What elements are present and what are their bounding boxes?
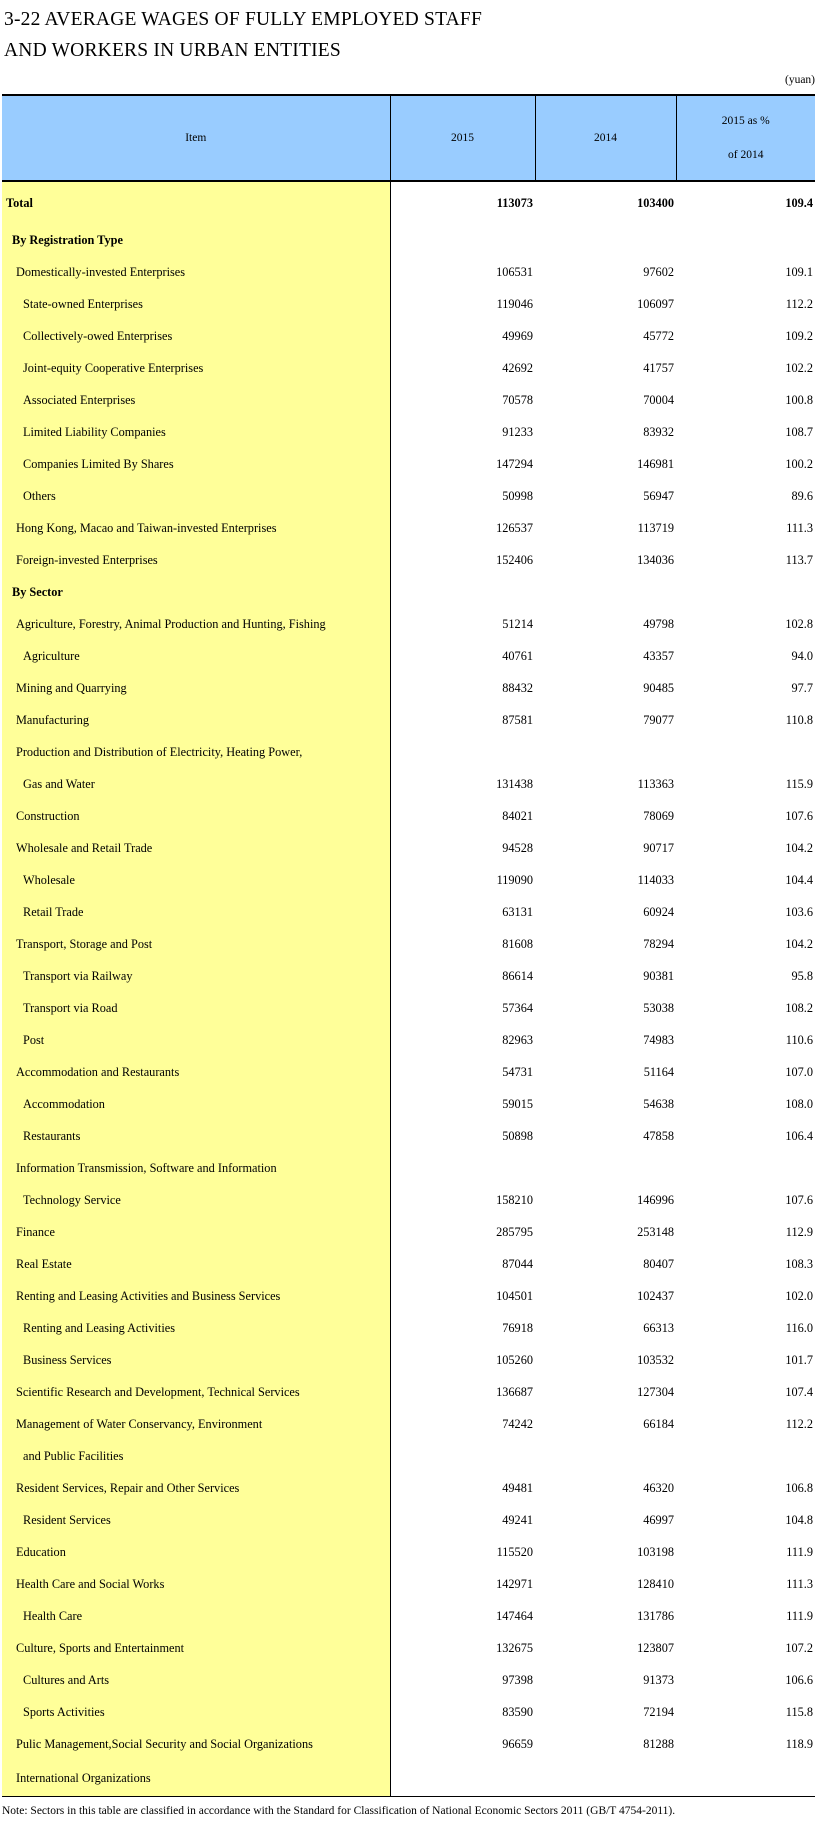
cell-2014: 70004 <box>643 392 674 407</box>
cell-pct: 111.3 <box>786 1576 813 1591</box>
cell-2015 <box>390 576 535 608</box>
cell-2014 <box>535 1760 676 1797</box>
wages-table <box>2 94 815 1797</box>
cell-2015 <box>390 736 535 768</box>
cell-2015: 88432 <box>502 680 533 695</box>
cell-2015: 152406 <box>496 552 533 567</box>
cell-pct: 101.7 <box>785 1352 813 1367</box>
table-row <box>2 416 815 448</box>
row-label: Technology Service <box>2 1184 390 1216</box>
cell-pct: 102.0 <box>785 1288 813 1303</box>
cell-2015: 49969 <box>502 328 533 343</box>
cell-pct: 102.8 <box>785 616 813 631</box>
row-label: Joint-equity Cooperative Enterprises <box>2 352 390 384</box>
cell-2014: 46320 <box>643 1480 674 1495</box>
cell-pct: 109.1 <box>785 264 813 279</box>
table-row <box>2 1248 815 1280</box>
cell-2014: 46997 <box>643 1512 674 1527</box>
row-label: Associated Enterprises <box>2 384 390 416</box>
table-row <box>2 832 815 864</box>
cell-2014: 45772 <box>643 328 674 343</box>
footnote: Note: Sectors in this table are classified in accordance with the Standard for Classification of National Economic Sectors 2011 (GB/T 4754-2011). <box>2 1805 676 1817</box>
cell-pct: 107.4 <box>785 1384 813 1399</box>
table-row <box>2 512 815 544</box>
cell-pct: 102.2 <box>785 360 813 375</box>
cell-pct: 108.2 <box>785 1000 813 1015</box>
row-label: Production and Distribution of Electricity, Heating Power, <box>2 736 390 768</box>
row-label: By Registration Type <box>2 224 390 256</box>
row-label: Health Care and Social Works <box>2 1568 390 1600</box>
cell-2014: 103198 <box>637 1544 674 1559</box>
row-label: Post <box>2 1024 390 1056</box>
cell-2015 <box>390 1440 535 1472</box>
row-label: Information Transmission, Software and Information <box>2 1152 390 1184</box>
cell-2014: 66184 <box>643 1416 674 1431</box>
row-label: Renting and Leasing Activities and Business Services <box>2 1280 390 1312</box>
row-label: Business Services <box>2 1344 390 1376</box>
cell-2015: 147294 <box>496 456 533 471</box>
row-label: Foreign-invested Enterprises <box>2 544 390 576</box>
row-label: Transport via Road <box>2 992 390 1024</box>
cell-2014: 127304 <box>637 1384 674 1399</box>
row-label: Wholesale and Retail Trade <box>2 832 390 864</box>
cell-2015: 158210 <box>496 1192 533 1207</box>
table-row <box>2 448 815 480</box>
cell-2014: 102437 <box>637 1288 674 1303</box>
table-row <box>2 384 815 416</box>
row-label: International Organizations <box>2 1760 390 1797</box>
table-row <box>2 1376 815 1408</box>
row-label: Pulic Management,Social Security and Social Organizations <box>2 1728 390 1760</box>
table-title-line-2: AND WORKERS IN URBAN ENTITIES <box>4 40 341 61</box>
cell-pct: 104.2 <box>785 936 813 951</box>
row-label: Manufacturing <box>2 704 390 736</box>
row-label: Finance <box>2 1216 390 1248</box>
cell-2014: 146996 <box>637 1192 674 1207</box>
cell-2014: 74983 <box>643 1032 674 1047</box>
cell-2015: 136687 <box>496 1384 533 1399</box>
cell-pct: 100.2 <box>785 456 813 471</box>
table-title <box>4 4 482 66</box>
cell-pct: 107.6 <box>785 1192 813 1207</box>
cell-2014: 146981 <box>637 456 674 471</box>
table-row <box>2 1280 815 1312</box>
table-body <box>2 181 815 1797</box>
cell-pct <box>676 1760 815 1797</box>
cell-pct: 116.0 <box>785 1320 813 1335</box>
total-row <box>2 181 815 224</box>
cell-2015: 113073 <box>496 195 533 210</box>
table-row <box>2 800 815 832</box>
row-label: By Sector <box>2 576 390 608</box>
cell-pct: 108.3 <box>785 1256 813 1271</box>
header-2014: 2014 <box>535 95 676 181</box>
row-label: Education <box>2 1536 390 1568</box>
cell-2014 <box>535 736 676 768</box>
cell-2014: 90485 <box>643 680 674 695</box>
table-title-line-1: 3-22 AVERAGE WAGES OF FULLY EMPLOYED STAFF <box>4 9 482 30</box>
table-row <box>2 1696 815 1728</box>
cell-2014: 91373 <box>643 1672 674 1687</box>
cell-pct <box>676 1440 815 1472</box>
cell-2015: 104501 <box>496 1288 533 1303</box>
cell-2015: 83590 <box>502 1704 533 1719</box>
row-label: Cultures and Arts <box>2 1664 390 1696</box>
cell-2015: 49241 <box>502 1512 533 1527</box>
cell-2015: 115520 <box>496 1544 533 1559</box>
table-row <box>2 1632 815 1664</box>
table-row <box>2 864 815 896</box>
cell-2015: 57364 <box>502 1000 533 1015</box>
cell-2014: 78069 <box>643 808 674 823</box>
cell-2014: 253148 <box>637 1224 674 1239</box>
cell-2015: 105260 <box>496 1352 533 1367</box>
header-item: Item <box>2 95 390 181</box>
table-row <box>2 672 815 704</box>
unit-label: (yuan) <box>784 74 815 86</box>
row-label: Hong Kong, Macao and Taiwan-invested Enterprises <box>2 512 390 544</box>
header-2015: 2015 <box>390 95 535 181</box>
cell-2015: 119090 <box>496 872 533 887</box>
row-label: Companies Limited By Shares <box>2 448 390 480</box>
table-row <box>2 1056 815 1088</box>
cell-pct: 111.9 <box>786 1608 813 1623</box>
cell-2015: 91233 <box>502 424 533 439</box>
table-row <box>2 1536 815 1568</box>
cell-pct: 113.7 <box>785 552 813 567</box>
cell-pct: 112.2 <box>785 296 813 311</box>
cell-pct: 104.2 <box>785 840 813 855</box>
table-row <box>2 1312 815 1344</box>
row-label: Transport, Storage and Post <box>2 928 390 960</box>
row-label: Real Estate <box>2 1248 390 1280</box>
cell-2015: 94528 <box>502 840 533 855</box>
cell-pct: 95.8 <box>791 968 813 983</box>
cell-2014: 54638 <box>643 1096 674 1111</box>
cell-pct <box>676 736 815 768</box>
table-row <box>2 896 815 928</box>
cell-pct: 104.8 <box>785 1512 813 1527</box>
cell-2015: 285795 <box>496 1224 533 1239</box>
row-label: Culture, Sports and Entertainment <box>2 1632 390 1664</box>
cell-2015: 84021 <box>502 808 533 823</box>
cell-2014: 51164 <box>643 1064 674 1079</box>
cell-2014: 90381 <box>643 968 674 983</box>
table-row <box>2 928 815 960</box>
cell-2015: 49481 <box>502 1480 533 1495</box>
cell-2014: 97602 <box>643 264 674 279</box>
cell-2015: 40761 <box>502 648 533 663</box>
cell-2015 <box>390 1152 535 1184</box>
cell-2015: 86614 <box>502 968 533 983</box>
cell-pct: 109.2 <box>785 328 813 343</box>
cell-2014: 103532 <box>637 1352 674 1367</box>
cell-pct: 103.6 <box>785 904 813 919</box>
cell-2015: 142971 <box>496 1576 533 1591</box>
cell-pct <box>676 1152 815 1184</box>
section-header-row <box>2 576 815 608</box>
cell-2014: 83932 <box>643 424 674 439</box>
table-row <box>2 1408 815 1440</box>
table-row <box>2 1760 815 1797</box>
cell-2014 <box>535 1152 676 1184</box>
cell-2015: 74242 <box>502 1416 533 1431</box>
cell-2014: 49798 <box>643 616 674 631</box>
cell-pct: 112.9 <box>785 1224 813 1239</box>
row-label: State-owned Enterprises <box>2 288 390 320</box>
cell-2014: 106097 <box>637 296 674 311</box>
cell-2014: 41757 <box>643 360 674 375</box>
cell-pct: 100.8 <box>785 392 813 407</box>
cell-2014: 60924 <box>643 904 674 919</box>
cell-2014: 114033 <box>637 872 674 887</box>
row-label: Wholesale <box>2 864 390 896</box>
cell-pct <box>676 576 815 608</box>
cell-pct: 112.2 <box>785 1416 813 1431</box>
table-row <box>2 1344 815 1376</box>
cell-pct: 108.7 <box>785 424 813 439</box>
table-row <box>2 1152 815 1184</box>
cell-2014: 128410 <box>637 1576 674 1591</box>
table-row <box>2 320 815 352</box>
cell-2014: 81288 <box>643 1736 674 1751</box>
table-row <box>2 736 815 768</box>
cell-pct: 110.6 <box>785 1032 813 1047</box>
cell-2015: 51214 <box>502 616 533 631</box>
table-row <box>2 1600 815 1632</box>
cell-2015: 54731 <box>502 1064 533 1079</box>
cell-2015 <box>390 1760 535 1797</box>
row-label: Sports Activities <box>2 1696 390 1728</box>
row-label: Total <box>2 181 390 224</box>
cell-pct: 97.7 <box>791 680 813 695</box>
row-label: and Public Facilities <box>2 1440 390 1472</box>
table-row <box>2 704 815 736</box>
cell-2015: 50898 <box>502 1128 533 1143</box>
row-label: Renting and Leasing Activities <box>2 1312 390 1344</box>
table-row <box>2 1440 815 1472</box>
table-row <box>2 1024 815 1056</box>
cell-pct: 89.6 <box>791 488 813 503</box>
cell-pct: 115.8 <box>785 1704 813 1719</box>
row-label: Domestically-invested Enterprises <box>2 256 390 288</box>
cell-2015: 81608 <box>502 936 533 951</box>
table-row <box>2 1504 815 1536</box>
row-label: Mining and Quarrying <box>2 672 390 704</box>
row-label: Retail Trade <box>2 896 390 928</box>
cell-2015: 87044 <box>502 1256 533 1271</box>
table-row <box>2 1472 815 1504</box>
cell-2015: 132675 <box>496 1640 533 1655</box>
cell-pct: 94.0 <box>791 648 813 663</box>
cell-pct: 109.4 <box>785 195 813 210</box>
header-pct-line-1: 2015 as % <box>721 115 770 127</box>
cell-pct: 115.9 <box>785 776 813 791</box>
cell-2015: 97398 <box>502 1672 533 1687</box>
cell-2015: 106531 <box>496 264 533 279</box>
cell-2014: 43357 <box>643 648 674 663</box>
table-row <box>2 256 815 288</box>
cell-2015: 63131 <box>502 904 533 919</box>
cell-pct: 111.3 <box>786 520 813 535</box>
table-row <box>2 1728 815 1760</box>
row-label: Resident Services, Repair and Other Services <box>2 1472 390 1504</box>
cell-pct: 111.9 <box>786 1544 813 1559</box>
cell-2014: 72194 <box>643 1704 674 1719</box>
row-label: Gas and Water <box>2 768 390 800</box>
cell-pct: 107.0 <box>785 1064 813 1079</box>
cell-2014: 131786 <box>637 1608 674 1623</box>
table-row <box>2 352 815 384</box>
row-label: Resident Services <box>2 1504 390 1536</box>
cell-2015: 59015 <box>502 1096 533 1111</box>
table-row <box>2 960 815 992</box>
cell-pct: 107.6 <box>785 808 813 823</box>
table-row <box>2 1664 815 1696</box>
table-row <box>2 992 815 1024</box>
cell-2015: 50998 <box>502 488 533 503</box>
cell-2014: 47858 <box>643 1128 674 1143</box>
cell-pct <box>676 224 815 256</box>
table-row <box>2 1216 815 1248</box>
cell-pct: 108.0 <box>785 1096 813 1111</box>
cell-2014: 53038 <box>643 1000 674 1015</box>
cell-2014 <box>535 576 676 608</box>
cell-2014: 90717 <box>643 840 674 855</box>
row-label: Accommodation and Restaurants <box>2 1056 390 1088</box>
cell-pct: 106.6 <box>785 1672 813 1687</box>
table-row <box>2 288 815 320</box>
cell-2014: 134036 <box>637 552 674 567</box>
table-row <box>2 768 815 800</box>
table-row <box>2 1088 815 1120</box>
cell-2015: 87581 <box>502 712 533 727</box>
row-label: Health Care <box>2 1600 390 1632</box>
cell-2014: 113719 <box>637 520 674 535</box>
row-label: Agriculture, Forestry, Animal Production and Hunting, Fishing <box>2 608 390 640</box>
cell-2014: 56947 <box>643 488 674 503</box>
header-pct <box>676 95 815 181</box>
row-label: Agriculture <box>2 640 390 672</box>
cell-2015 <box>390 224 535 256</box>
section-header-row <box>2 224 815 256</box>
cell-2014: 79077 <box>643 712 674 727</box>
cell-pct: 118.9 <box>785 1736 813 1751</box>
row-label: Management of Water Conservancy, Environment <box>2 1408 390 1440</box>
row-label: Others <box>2 480 390 512</box>
row-label: Accommodation <box>2 1088 390 1120</box>
cell-2014: 123807 <box>637 1640 674 1655</box>
row-label: Collectively-owed Enterprises <box>2 320 390 352</box>
row-label: Scientific Research and Development, Technical Services <box>2 1376 390 1408</box>
table-row <box>2 1120 815 1152</box>
table-row <box>2 480 815 512</box>
cell-2015: 70578 <box>502 392 533 407</box>
cell-2015: 126537 <box>496 520 533 535</box>
cell-2014: 103400 <box>637 195 674 210</box>
row-label: Construction <box>2 800 390 832</box>
cell-2015: 131438 <box>496 776 533 791</box>
row-label: Transport via Railway <box>2 960 390 992</box>
cell-2015: 82963 <box>502 1032 533 1047</box>
table-row <box>2 640 815 672</box>
cell-2015: 42692 <box>502 360 533 375</box>
table-row <box>2 544 815 576</box>
cell-pct: 104.4 <box>785 872 813 887</box>
row-label: Limited Liability Companies <box>2 416 390 448</box>
table-row <box>2 608 815 640</box>
cell-pct: 106.8 <box>785 1480 813 1495</box>
table-row <box>2 1568 815 1600</box>
cell-2015: 96659 <box>502 1736 533 1751</box>
cell-2014 <box>535 224 676 256</box>
table-row <box>2 1184 815 1216</box>
cell-2014: 66313 <box>643 1320 674 1335</box>
table-header-row <box>2 95 815 181</box>
cell-2014 <box>535 1440 676 1472</box>
cell-2015: 147464 <box>496 1608 533 1623</box>
cell-pct: 110.8 <box>785 712 813 727</box>
cell-2014: 78294 <box>643 936 674 951</box>
cell-pct: 107.2 <box>785 1640 813 1655</box>
cell-2015: 119046 <box>496 296 533 311</box>
cell-2014: 113363 <box>637 776 674 791</box>
header-pct-line-2: of 2014 <box>728 149 764 161</box>
cell-2014: 80407 <box>643 1256 674 1271</box>
cell-2015: 76918 <box>502 1320 533 1335</box>
row-label: Restaurants <box>2 1120 390 1152</box>
cell-pct: 106.4 <box>785 1128 813 1143</box>
